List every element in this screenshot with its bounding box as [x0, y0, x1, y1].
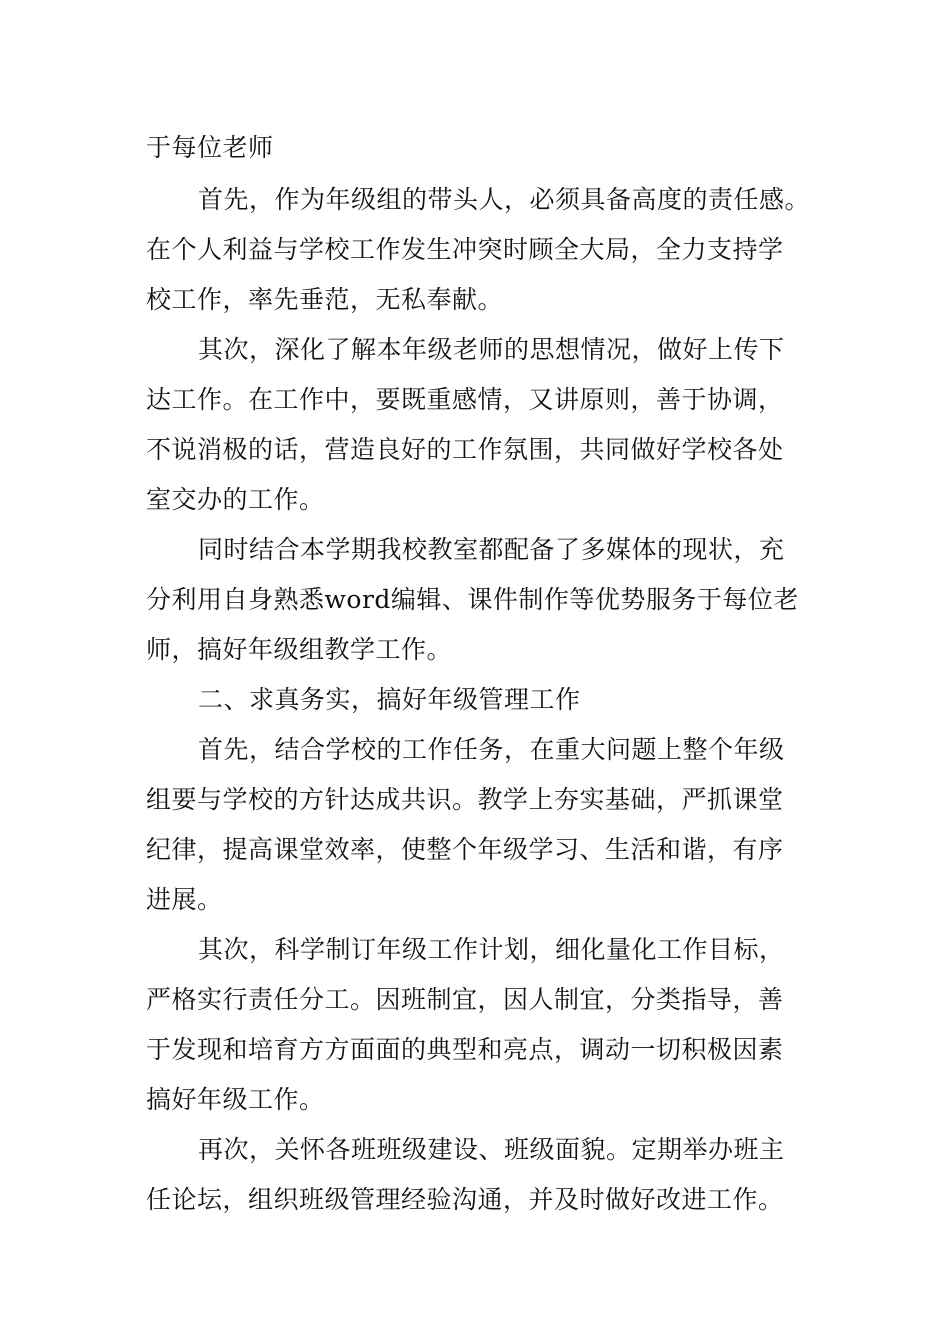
paragraph-first-line: 再次，关怀各班班级建设、班级面貌。定期举办班主: [198, 1135, 785, 1164]
section-heading: 二、求真务实，搞好年级管理工作: [198, 685, 581, 714]
paragraph-first-line: 同时结合本学期我校教室都配备了多媒体的现状，充: [198, 535, 785, 564]
text-line: 达工作。在工作中，要既重感情，又讲原则，善于协调，: [146, 385, 784, 414]
text-line: 组要与学校的方针达成共识。教学上夯实基础，严抓课堂: [146, 785, 784, 814]
paragraph-first-line: 首先，作为年级组的带头人，必须具备高度的责任感。: [198, 185, 811, 214]
text-line: 师，搞好年级组教学工作。: [146, 635, 453, 664]
paragraph-first-line: 其次，深化了解本年级老师的思想情况，做好上传下: [198, 335, 785, 364]
text-line: 任论坛，组织班级管理经验沟通，并及时做好改进工作。: [146, 1185, 784, 1214]
text-line: 于每位老师: [146, 133, 274, 162]
text-line: 校工作，率先垂范，无私奉献。: [146, 285, 504, 314]
text-line: 进展。: [146, 885, 223, 914]
text-line: 室交办的工作。: [146, 485, 325, 514]
text-line: 严格实行责任分工。因班制宜，因人制宜，分类指导，善: [146, 985, 784, 1014]
text-line: 搞好年级工作。: [146, 1085, 325, 1114]
text-line: 不说消极的话，营造良好的工作氛围，共同做好学校各处: [146, 435, 784, 464]
paragraph-first-line: 其次，科学制订年级工作计划，细化量化工作目标，: [198, 935, 785, 964]
paragraph-first-line: 首先，结合学校的工作任务，在重大问题上整个年级: [198, 735, 785, 764]
text-line: 纪律，提高课堂效率，使整个年级学习、生活和谐，有序: [146, 835, 784, 864]
text-line: 于发现和培育方方面面的典型和亮点，调动一切积极因素: [146, 1035, 784, 1064]
text-line: 分利用自身熟悉word编辑、课件制作等优势服务于每位老: [146, 585, 799, 614]
text-line: 在个人利益与学校工作发生冲突时顾全大局，全力支持学: [146, 235, 784, 264]
